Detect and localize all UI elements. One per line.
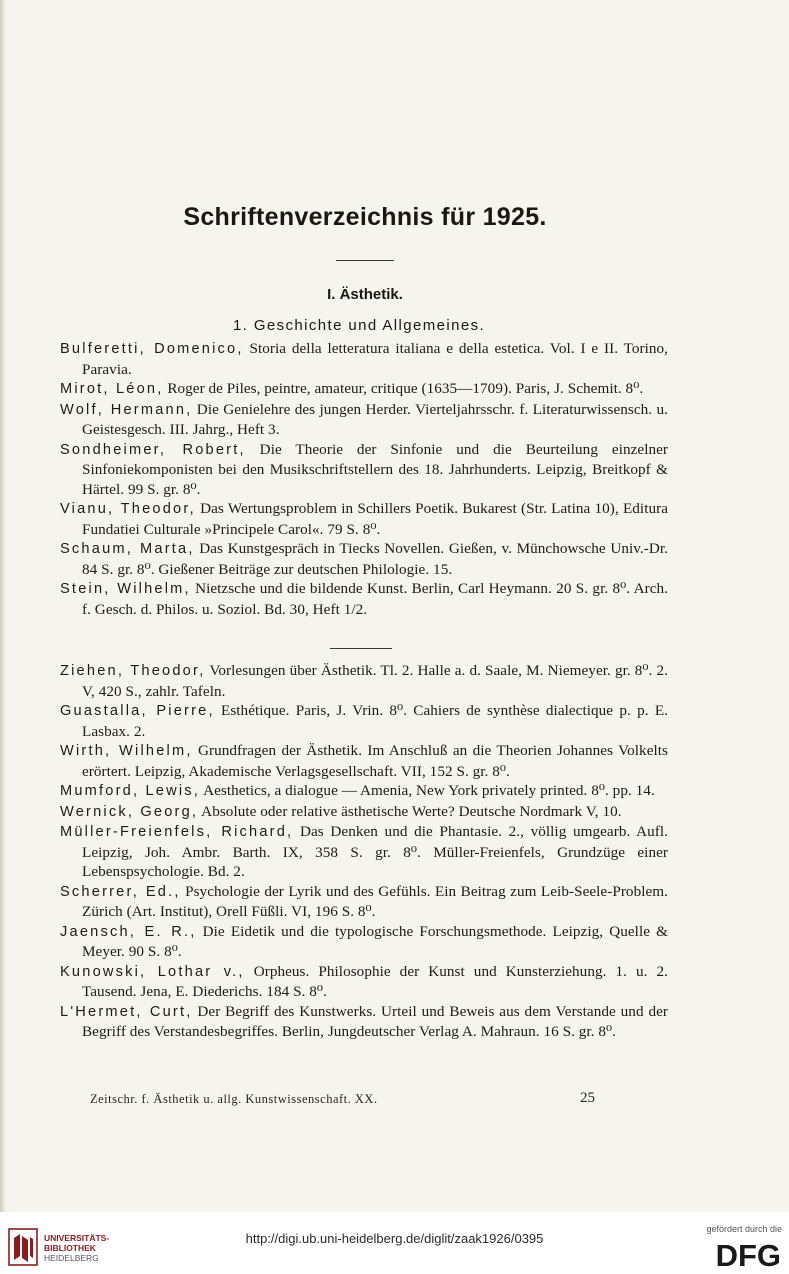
bibliography-entry (60, 962, 668, 1002)
entry-author: Ziehen, Theodor, (60, 663, 206, 679)
dfg-logo-text: DFG (715, 1238, 781, 1269)
bibliography-entry (60, 1002, 668, 1042)
library-logo-line: HEIDELBERG (44, 1253, 99, 1263)
entry-text: Die Genielehre des jungen Herder. Vierteljahrsschr. f. Literaturwissensch. u. Geistesgesch. III. Jahrg., Heft 3. (82, 400, 668, 438)
entry-text: Nietzsche und die bildende Kunst. Berlin, Carl Heymann. 20 S. gr. 8⁰. Arch. f. Gesch. d. Philos. u. Soziol. Bd. 30, Heft 1/2. (82, 580, 668, 618)
entry-author: Schaum, Marta, (60, 541, 195, 557)
bibliography-entry (60, 379, 668, 400)
entry-text: Aesthetics, a dialogue — Amenia, New York privately printed. 8⁰. pp. 14. (200, 782, 655, 799)
entry-author: Mirot, Léon, (60, 381, 164, 397)
entry-author: Sondheimer, Robert, (60, 441, 246, 458)
entry-text: Grundfragen der Ästhetik. Im Anschluß an die Theorien Johannes Volkelts erörtert. Leipzig, Akademische Verlagsgesellschaft. VII, 152 S. gr. 8⁰. (82, 742, 668, 780)
bibliography-entry (60, 802, 668, 823)
page-title: Schriftenverzeichnis für 1925. (183, 203, 547, 231)
bibliography-entry (60, 661, 668, 701)
entry-author: Scherrer, Ed., (60, 883, 181, 900)
entry-author: Guastalla, Pierre, (60, 703, 215, 719)
section-heading: I. Ästhetik. (327, 286, 403, 303)
page-edge-shadow (0, 0, 6, 1212)
entry-author: Wolf, Hermann, (60, 401, 193, 418)
entry-text: Roger de Piles, peintre, amateur, critique (1635—1709). Paris, J. Schemit. 8⁰. (163, 380, 644, 397)
entry-text: Das Wertungsproblem in Schillers Poetik. Bukarest (Str. Latina 10), Editura Fundatiei Culturale »Principele Carol«. 79 S. 8⁰. (82, 500, 669, 538)
entry-text: Psychologie der Lyrik und des Gefühls. Ein Beitrag zum Leib-Seele-Problem. Zürich (Art. Institut), Orell Füßli. VI, 196 S. 8⁰. (82, 882, 668, 920)
bibliography-list-2 (60, 661, 668, 1042)
entry-text: Der Begriff des Kunstwerks. Urteil und Beweis aus dem Verstande und der Begriff des Verstandesbegriffes. Berlin, Jungdeutscher Verlag A. Mahraun. 16 S. gr. 8⁰. (82, 1002, 669, 1040)
entry-author: L'Hermet, Curt, (60, 1003, 193, 1020)
bibliography-entry (60, 882, 668, 922)
bibliography-entry (60, 822, 668, 882)
section-divider (330, 648, 392, 649)
bibliography-entry (60, 741, 668, 781)
subsection-heading: 1. Geschichte und Allgemeines. (232, 317, 486, 334)
dfg-logo-icon[interactable] (703, 1237, 783, 1269)
title-divider (336, 260, 394, 261)
bibliography-entry (60, 499, 668, 539)
entry-author: Wernick, Georg, (60, 803, 199, 820)
entry-author: Bulferetti, Domenico, (60, 341, 244, 357)
bibliography-entry (60, 922, 668, 962)
library-logo-line: UNIVERSITÄTS- (44, 1233, 110, 1243)
entry-author: Wirth, Wilhelm, (60, 743, 193, 759)
entry-text: Absolute oder relative ästhetische Werte? Deutsche Nordmark V, 10. (198, 802, 622, 820)
entry-text: Das Kunstgespräch in Tiecks Novellen. Gießen, v. Münchowsche Univ.-Dr. 84 S. gr. 8⁰. Gießener Beiträge zur deutschen Philologie. 15. (82, 540, 668, 578)
entry-author: Kunowski, Lothar v., (60, 963, 245, 980)
bibliography-entry (60, 579, 668, 619)
entry-author: Müller-Freienfels, Richard, (60, 824, 294, 840)
bibliography-entry (60, 339, 668, 379)
library-logo-line: BIBLIOTHEK (44, 1243, 96, 1253)
bibliography-entry (60, 400, 668, 440)
bibliography-entry (60, 701, 668, 741)
entry-author: Stein, Wilhelm, (60, 581, 191, 597)
entry-text: Vorlesungen über Ästhetik. Tl. 2. Halle a. d. Saale, M. Niemeyer. gr. 8⁰. 2. V, 420 S., zahlr. Tafeln. (82, 662, 668, 700)
entry-text: Orpheus. Philosophie der Kunst und Kunsterziehung. 1. u. 2. Tausend. Jena, E. Diederichs. 184 S. 8⁰. (82, 962, 668, 1000)
entry-text: Esthétique. Paris, J. Vrin. 8⁰. Cahiers de synthèse dialectique p. p. E. Lasbax. 2. (82, 702, 668, 740)
entry-text: Storia della letteratura italiana e della estetica. Vol. I e II. Torino, Paravia. (82, 340, 669, 378)
entry-author: Mumford, Lewis, (60, 783, 201, 799)
page-number: 25 (580, 1090, 595, 1106)
entry-author: Vianu, Theodor, (60, 501, 196, 517)
entry-text: Die Theorie der Sinfonie und die Beurteilung einzelner Sinfoniekomponisten bei den Musikschriftstellern des 18. Jahrhunderts. Leipzig, Breitkopf & Härtel. 99 S. gr. 8⁰. (82, 440, 669, 498)
bibliography-entry (60, 539, 668, 579)
bibliography-entry (60, 440, 668, 500)
bibliography-entry (60, 781, 668, 802)
entry-text: Das Denken und die Phantasie. 2., völlig umgearb. Aufl. Leipzig, Joh. Ambr. Barth. IX, 358 S. gr. 8⁰. Müller-Freienfels, Grundzüge einer Lebenspsychologie. Bd. 2. (82, 823, 669, 880)
funded-by-label: gefördert durch die (706, 1224, 782, 1234)
entry-text: Die Eidetik und die typologische Forschungsmethode. Leipzig, Quelle & Meyer. 90 S. 8⁰. (82, 922, 668, 960)
viewer-footer-bar (0, 1212, 789, 1274)
entry-author: Jaensch, E. R., (60, 923, 197, 940)
bibliography-list-1 (60, 339, 668, 619)
permalink-url[interactable]: http://digi.ub.uni-heidelberg.de/diglit/zaak1926/0395 (245, 1231, 544, 1246)
footer-journal-title: Zeitschr. f. Ästhetik u. allg. Kunstwissenschaft. XX. (90, 1092, 378, 1106)
